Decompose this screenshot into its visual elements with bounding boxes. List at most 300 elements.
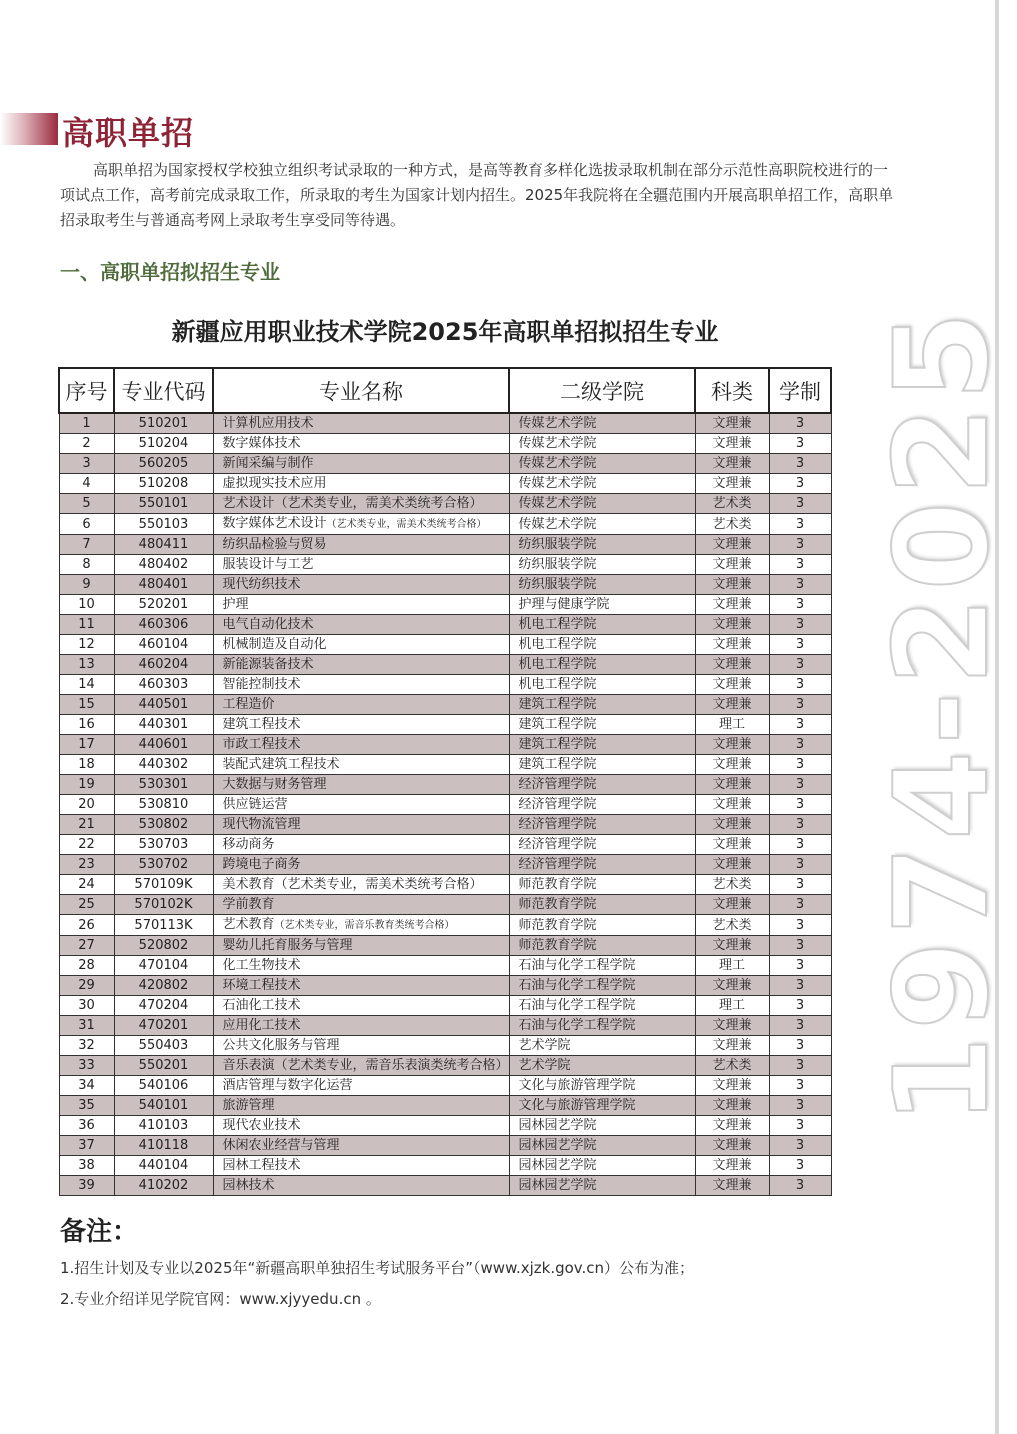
cell-type-text: 文理兼 (712, 537, 752, 552)
cell-type (695, 755, 769, 775)
cell-code-text: 410202 (138, 1178, 189, 1193)
cell-name (213, 615, 509, 635)
cell-years-text: 3 (795, 777, 805, 792)
cell-no (59, 1136, 114, 1156)
cell-code (114, 595, 213, 615)
cell-years (769, 655, 831, 675)
cell-college-text: 石油与化学工程学院 (518, 1018, 636, 1033)
cell-no (59, 1176, 114, 1196)
cell-years (769, 595, 831, 615)
cell-code (114, 715, 213, 735)
table-row (59, 755, 831, 775)
cell-years (769, 915, 831, 936)
cell-name-text: 装配式建筑工程技术 (222, 757, 340, 772)
cell-name (213, 413, 509, 434)
cell-years-text: 3 (795, 1078, 805, 1093)
cell-no (59, 1016, 114, 1036)
cell-name (213, 1016, 509, 1036)
cell-college (509, 1176, 695, 1196)
cell-years (769, 815, 831, 835)
cell-years (769, 695, 831, 715)
cell-code-text: 540106 (138, 1078, 189, 1093)
cell-no (59, 1036, 114, 1056)
section-title: 一、高职单招拟招生专业 (60, 260, 280, 284)
cell-no-text: 18 (78, 757, 95, 772)
table-row (59, 635, 831, 655)
cell-code (114, 575, 213, 595)
cell-type (695, 655, 769, 675)
table-row (59, 454, 831, 474)
table-row (59, 575, 831, 595)
cell-type-text: 文理兼 (712, 1018, 752, 1033)
table-row (59, 413, 831, 434)
cell-college-text: 经济管理学院 (518, 817, 597, 832)
cell-college-text: 艺术学院 (518, 1038, 571, 1053)
page-title: 高职单招 (62, 114, 195, 152)
cell-college-text: 石油与化学工程学院 (518, 998, 636, 1013)
cell-years (769, 1136, 831, 1156)
cell-college (509, 1136, 695, 1156)
cell-college (509, 675, 695, 695)
cell-years (769, 514, 831, 535)
cell-college (509, 1016, 695, 1036)
cell-code (114, 956, 213, 976)
cell-no (59, 1116, 114, 1136)
cell-no-text: 3 (82, 456, 91, 471)
cell-name-text: 现代物流管理 (222, 817, 301, 832)
cell-name-text: 纺织品检验与贸易 (222, 537, 327, 552)
cell-no-text: 30 (78, 998, 95, 1013)
cell-code (114, 1016, 213, 1036)
cell-code-text: 540101 (138, 1098, 189, 1113)
cell-code-text: 550201 (138, 1058, 189, 1073)
cell-college (509, 976, 695, 996)
cell-code (114, 695, 213, 715)
cell-college-text: 传媒艺术学院 (518, 416, 597, 431)
cell-code-text: 440301 (138, 717, 189, 732)
cell-type-text: 文理兼 (712, 617, 752, 632)
cell-college (509, 514, 695, 535)
cell-name-text: 移动商务 (222, 837, 275, 852)
cell-name (213, 1136, 509, 1156)
cell-name (213, 434, 509, 454)
cell-type-text: 文理兼 (712, 1158, 752, 1173)
cell-years (769, 615, 831, 635)
cell-type-text: 理工 (718, 958, 745, 973)
cell-no-text: 13 (78, 657, 95, 672)
cell-no (59, 1056, 114, 1076)
cell-college-text: 经济管理学院 (518, 857, 597, 872)
cell-code (114, 535, 213, 555)
cell-name (213, 855, 509, 875)
cell-type (695, 996, 769, 1016)
cell-years-text: 3 (795, 717, 805, 732)
cell-no-text: 37 (78, 1138, 95, 1153)
cell-type (695, 795, 769, 815)
cell-type-text: 文理兼 (712, 1178, 752, 1193)
cell-code-text: 530702 (138, 857, 189, 872)
table-row (59, 996, 831, 1016)
cell-years (769, 1176, 831, 1196)
cell-years-text: 3 (795, 436, 805, 451)
cell-name-text: 市政工程技术 (222, 737, 301, 752)
cell-code-text: 530810 (138, 797, 189, 812)
cell-name-text: 艺术教育 (222, 917, 275, 932)
cell-code (114, 795, 213, 815)
cell-type-text: 文理兼 (712, 1118, 752, 1133)
cell-name (213, 555, 509, 575)
cell-code (114, 996, 213, 1016)
cell-years (769, 413, 831, 434)
cell-code (114, 514, 213, 535)
table-row (59, 835, 831, 855)
cell-no-text: 23 (78, 857, 95, 872)
cell-years-text: 3 (795, 657, 805, 672)
cell-years (769, 494, 831, 514)
cell-college (509, 936, 695, 956)
cell-no (59, 413, 114, 434)
cell-years-text: 3 (795, 978, 805, 993)
cell-type (695, 575, 769, 595)
cell-no (59, 494, 114, 514)
note-line-2: 2.专业介绍详见学院官网：www.xjyyedu.cn 。 (60, 1290, 381, 1308)
cell-name (213, 635, 509, 655)
cell-college-text: 传媒艺术学院 (518, 436, 597, 451)
cell-code (114, 675, 213, 695)
cell-type-text: 文理兼 (712, 456, 752, 471)
cell-type (695, 715, 769, 735)
cell-code (114, 1056, 213, 1076)
cell-name-text: 美术教育（艺术类专业，需美术类统考合格） (222, 877, 483, 892)
cell-name-text: 旅游管理 (222, 1098, 275, 1113)
cell-no-text: 31 (78, 1018, 95, 1033)
cell-type (695, 535, 769, 555)
cell-no (59, 775, 114, 795)
cell-years (769, 675, 831, 695)
cell-college (509, 795, 695, 815)
cell-years (769, 454, 831, 474)
cell-name-text: 现代纺织技术 (222, 577, 301, 592)
cell-code-text: 410103 (138, 1118, 189, 1133)
cell-no-text: 25 (78, 897, 95, 912)
cell-years (769, 875, 831, 895)
cell-type (695, 434, 769, 454)
cell-name (213, 575, 509, 595)
table-row (59, 535, 831, 555)
cell-code-text: 570102K (134, 897, 193, 912)
table-row (59, 434, 831, 454)
cell-college (509, 555, 695, 575)
cell-type-text: 文理兼 (712, 476, 752, 491)
table-row (59, 595, 831, 615)
cell-years-text: 3 (795, 958, 805, 973)
cell-college (509, 615, 695, 635)
cell-years-text: 3 (795, 516, 805, 532)
cell-code-text: 510201 (138, 416, 189, 431)
cell-no-text: 8 (82, 557, 91, 572)
cell-years-text: 3 (795, 917, 805, 933)
cell-code-text: 460306 (138, 617, 189, 632)
cell-code-text: 530802 (138, 817, 189, 832)
cell-type (695, 1016, 769, 1036)
cell-no (59, 976, 114, 996)
cell-college (509, 595, 695, 615)
cell-name (213, 795, 509, 815)
cell-years (769, 735, 831, 755)
cell-no (59, 655, 114, 675)
col-header-type: 科类 (695, 368, 769, 413)
cell-name-text: 服装设计与工艺 (222, 557, 314, 572)
cell-type-text: 文理兼 (712, 797, 752, 812)
cell-no (59, 815, 114, 835)
cell-years-text: 3 (795, 998, 805, 1013)
cell-college-text: 石油与化学工程学院 (518, 978, 636, 993)
cell-college (509, 815, 695, 835)
cell-years-text: 3 (795, 637, 805, 652)
cell-name (213, 835, 509, 855)
cell-type-text: 文理兼 (712, 857, 752, 872)
table-row (59, 1176, 831, 1196)
cell-college (509, 494, 695, 514)
table-row (59, 775, 831, 795)
cell-no (59, 936, 114, 956)
cell-name (213, 1176, 509, 1196)
cell-type (695, 1176, 769, 1196)
cell-college (509, 895, 695, 915)
year-watermark: 1974-2025 (868, 305, 1017, 1125)
table-row (59, 1116, 831, 1136)
cell-name (213, 996, 509, 1016)
table-row (59, 695, 831, 715)
cell-no (59, 915, 114, 936)
cell-years-text: 3 (795, 857, 805, 872)
cell-years (769, 1096, 831, 1116)
cell-code-text: 550403 (138, 1038, 189, 1053)
cell-type-text: 艺术类 (712, 1058, 752, 1073)
note-line-1: 1.招生计划及专业以2025年“新疆高职单独招生考试服务平台”（www.xjzk.gov.cn）公布为准； (60, 1259, 695, 1277)
cell-code (114, 494, 213, 514)
cell-name-text: 计算机应用技术 (222, 416, 314, 431)
cell-college-text: 传媒艺术学院 (518, 456, 597, 471)
col-header-name: 专业名称 (213, 368, 509, 413)
cell-code (114, 1156, 213, 1176)
cell-college-text: 师范教育学院 (518, 877, 597, 892)
cell-years (769, 635, 831, 655)
cell-name (213, 895, 509, 915)
cell-college (509, 715, 695, 735)
cell-name-text: 园林技术 (222, 1178, 275, 1193)
cell-years (769, 956, 831, 976)
cell-type (695, 775, 769, 795)
cell-name (213, 755, 509, 775)
table-row (59, 675, 831, 695)
cell-code (114, 835, 213, 855)
cell-code-text: 480402 (138, 557, 189, 572)
cell-no-text: 32 (78, 1038, 95, 1053)
cell-type-text: 文理兼 (712, 897, 752, 912)
cell-college (509, 775, 695, 795)
cell-name-text: 数字媒体技术 (222, 436, 301, 451)
cell-name-text: 石油化工技术 (222, 998, 301, 1013)
cell-years-text: 3 (795, 697, 805, 712)
cell-code-text: 570113K (134, 917, 193, 933)
cell-college-text: 经济管理学院 (518, 777, 597, 792)
cell-type (695, 555, 769, 575)
cell-no-text: 20 (78, 797, 95, 812)
cell-type-text: 艺术类 (712, 496, 752, 511)
cell-code (114, 976, 213, 996)
cell-code (114, 1096, 213, 1116)
cell-name-text: 环境工程技术 (222, 978, 301, 993)
cell-name (213, 494, 509, 514)
cell-years-text: 3 (795, 1098, 805, 1113)
cell-name (213, 775, 509, 795)
cell-college (509, 855, 695, 875)
cell-years-text: 3 (795, 577, 805, 592)
table-row (59, 915, 831, 936)
cell-college (509, 1096, 695, 1116)
cell-college-text: 机电工程学院 (518, 637, 597, 652)
cell-code-text: 480401 (138, 577, 189, 592)
cell-type-text: 文理兼 (712, 1098, 752, 1113)
cell-name (213, 1116, 509, 1136)
cell-no (59, 1096, 114, 1116)
cell-no-text: 10 (78, 597, 95, 612)
cell-name-text: 休闲农业经营与管理 (222, 1138, 340, 1153)
cell-type-text: 文理兼 (712, 597, 752, 612)
cell-no-text: 11 (78, 617, 95, 632)
cell-type-text: 理工 (718, 717, 745, 732)
cell-no-text: 2 (82, 436, 91, 451)
cell-type (695, 494, 769, 514)
cell-no (59, 895, 114, 915)
cell-college-text: 艺术学院 (518, 1058, 571, 1073)
cell-code (114, 635, 213, 655)
cell-type (695, 936, 769, 956)
cell-college (509, 695, 695, 715)
cell-no (59, 855, 114, 875)
cell-type (695, 454, 769, 474)
cell-years-text: 3 (795, 817, 805, 832)
cell-no-text: 17 (78, 737, 95, 752)
cell-type (695, 675, 769, 695)
cell-college-text: 建筑工程学院 (518, 757, 597, 772)
table-row (59, 735, 831, 755)
cell-code (114, 413, 213, 434)
cell-college (509, 1036, 695, 1056)
cell-years-text: 3 (795, 416, 805, 431)
cell-no (59, 875, 114, 895)
cell-no (59, 514, 114, 535)
cell-college-text: 文化与旅游管理学院 (518, 1078, 636, 1093)
cell-years (769, 1156, 831, 1176)
cell-type-text: 文理兼 (712, 837, 752, 852)
cell-type (695, 1096, 769, 1116)
cell-type (695, 413, 769, 434)
cell-college (509, 1076, 695, 1096)
cell-college-text: 师范教育学院 (518, 897, 597, 912)
cell-no (59, 555, 114, 575)
cell-name (213, 976, 509, 996)
cell-code-text: 460204 (138, 657, 189, 672)
cell-no-text: 12 (78, 637, 95, 652)
cell-college-text: 园林园艺学院 (518, 1138, 597, 1153)
table-row (59, 615, 831, 635)
cell-name-text: 园林工程技术 (222, 1158, 301, 1173)
cell-name-text: 应用化工技术 (222, 1018, 301, 1033)
cell-name-text: 跨境电子商务 (222, 857, 301, 872)
cell-no (59, 595, 114, 615)
cell-type-text: 文理兼 (712, 1078, 752, 1093)
cell-code (114, 1116, 213, 1136)
cell-years (769, 775, 831, 795)
intro-paragraph: 高职单招为国家授权学校独立组织考试录取的一种方式，是高等教育多样化选拔录取机制在部分示范性高职院校进行的一项试点工作，高考前完成录取工作，所录取的考生为国家计划内招生。2025年我院将在全疆范围内开展高职单招工作，高职单招录取考生与普通高考网上录取考生享受同等待遇。 (60, 161, 894, 229)
cell-college-text: 园林园艺学院 (518, 1178, 597, 1193)
table-row (59, 715, 831, 735)
cell-no-text: 14 (78, 677, 95, 692)
cell-code (114, 434, 213, 454)
cell-type-text: 文理兼 (712, 637, 752, 652)
cell-code (114, 1036, 213, 1056)
cell-type (695, 1056, 769, 1076)
cell-years (769, 1036, 831, 1056)
cell-no (59, 575, 114, 595)
cell-college (509, 454, 695, 474)
cell-code (114, 755, 213, 775)
cell-type-text: 文理兼 (712, 577, 752, 592)
cell-years-text: 3 (795, 1158, 805, 1173)
cell-name (213, 535, 509, 555)
cell-name (213, 735, 509, 755)
cell-type-text: 文理兼 (712, 657, 752, 672)
majors-table (58, 367, 832, 1196)
col-header-college: 二级学院 (509, 368, 695, 413)
cell-years-text: 3 (795, 1058, 805, 1073)
table-row (59, 555, 831, 575)
cell-no (59, 695, 114, 715)
cell-no-text: 34 (78, 1078, 95, 1093)
cell-type (695, 1116, 769, 1136)
cell-type-text: 文理兼 (712, 757, 752, 772)
table-row (59, 1056, 831, 1076)
cell-name (213, 514, 509, 535)
cell-no (59, 535, 114, 555)
cell-type (695, 474, 769, 494)
cell-type-text: 文理兼 (712, 557, 752, 572)
table-row (59, 815, 831, 835)
cell-years (769, 1056, 831, 1076)
cell-code (114, 655, 213, 675)
cell-type-text: 文理兼 (712, 697, 752, 712)
cell-college-text: 园林园艺学院 (518, 1118, 597, 1133)
table-row (59, 1156, 831, 1176)
cell-no-text: 39 (78, 1178, 95, 1193)
cell-code-text: 470204 (138, 998, 189, 1013)
cell-name (213, 815, 509, 835)
cell-type (695, 615, 769, 635)
table-row (59, 1036, 831, 1056)
cell-no-text: 21 (78, 817, 95, 832)
cell-name-text: 化工生物技术 (222, 958, 301, 973)
cell-code (114, 895, 213, 915)
cell-no (59, 755, 114, 775)
cell-years-text: 3 (795, 496, 805, 511)
table-row (59, 494, 831, 514)
cell-years (769, 555, 831, 575)
cell-name-text: 数字媒体艺术设计 (222, 516, 327, 531)
cell-type-text: 文理兼 (712, 436, 752, 451)
cell-code-text: 440601 (138, 737, 189, 752)
